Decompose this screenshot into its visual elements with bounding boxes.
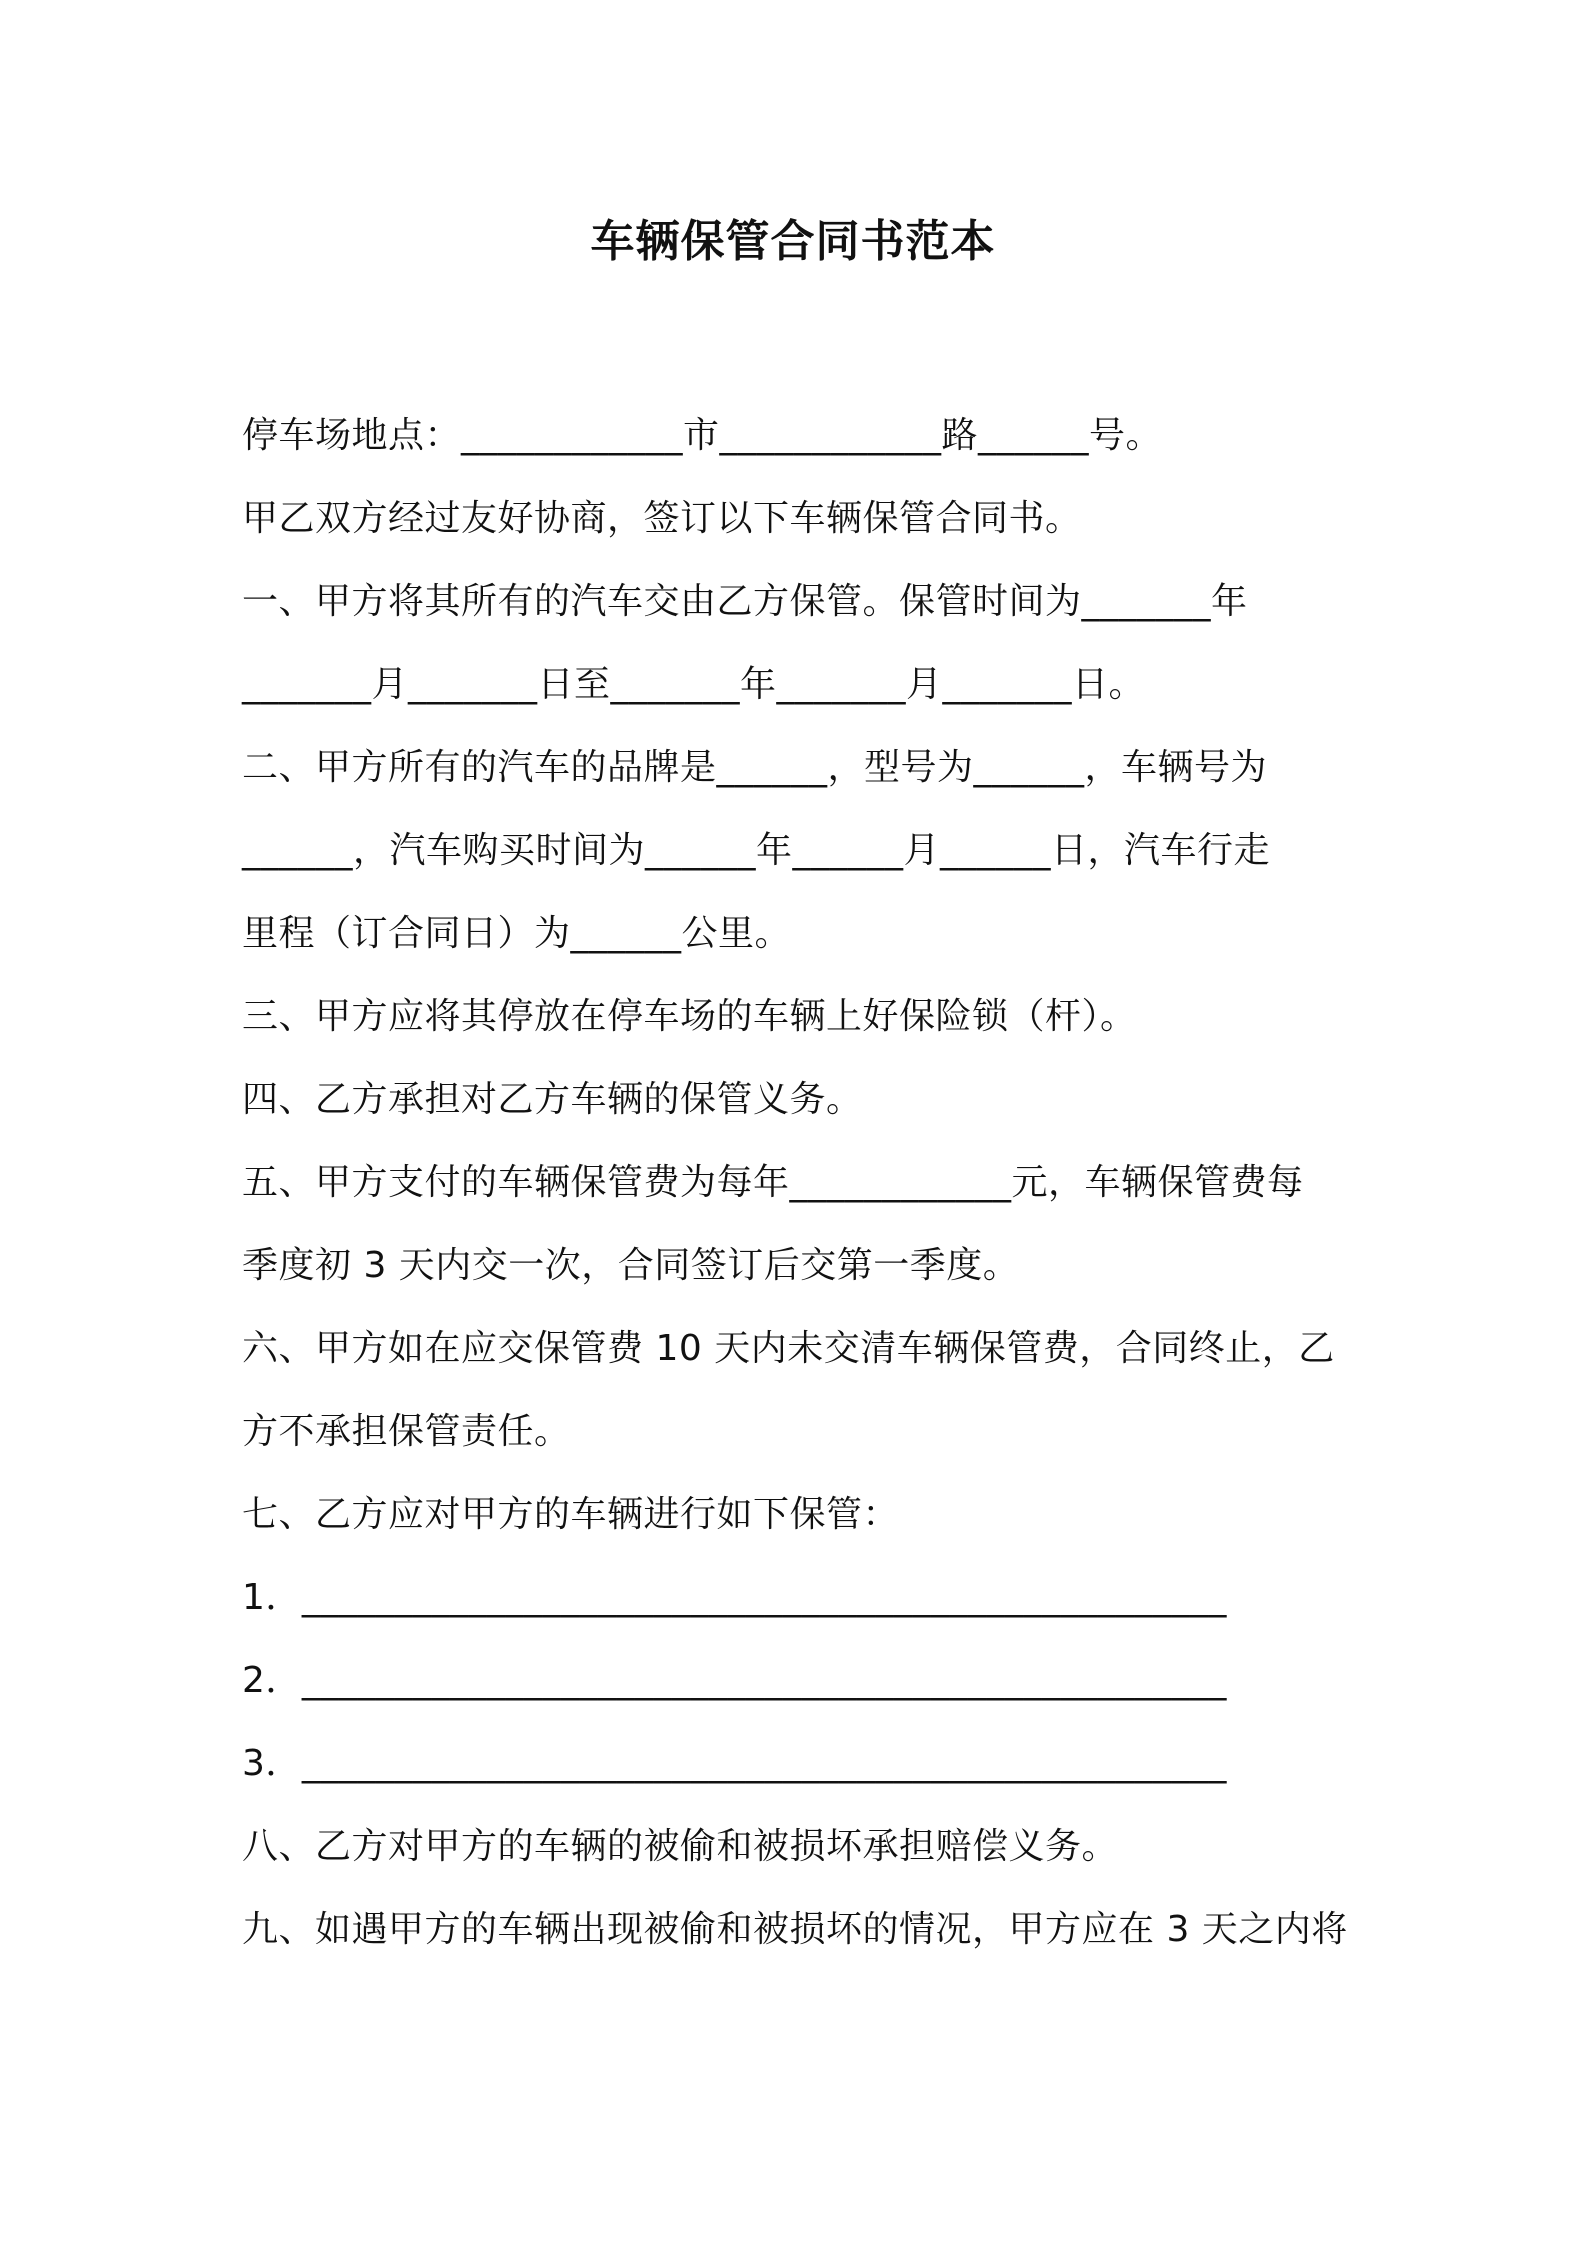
clause-7-item-3: 3．__________________________________________________ xyxy=(242,1743,1227,1784)
clause-9-line-1: 九、如遇甲方的车辆出现被偷和被损坏的情况，甲方应在 3 天之内将 xyxy=(242,1909,1348,1950)
clause-1-line-1: 一、甲方将其所有的汽车交由乙方保管。保管时间为_______年 xyxy=(242,581,1248,622)
clause-2-line-3: 里程（订合同日）为______公里。 xyxy=(242,913,792,954)
clause-5-line-2: 季度初 3 天内交一次，合同签订后交第一季度。 xyxy=(242,1245,1020,1286)
parking-location-line: 停车场地点：____________市____________路______号。 xyxy=(242,415,1163,456)
clause-6-line-1: 六、甲方如在应交保管费 10 天内未交清车辆保管费，合同终止，乙 xyxy=(242,1328,1335,1369)
clause-2-line-1: 二、甲方所有的汽车的品牌是______，型号为______，车辆号为 xyxy=(242,747,1268,788)
document-title: 车辆保管合同书范本 xyxy=(590,216,996,267)
clause-2-line-2: ______，汽车购买时间为______年______月______日，汽车行走 xyxy=(242,830,1271,871)
clause-6-line-2: 方不承担保管责任。 xyxy=(242,1411,571,1452)
clause-5-line-1: 五、甲方支付的车辆保管费为每年____________元，车辆保管费每 xyxy=(242,1162,1304,1203)
clause-7-item-1: 1．__________________________________________________ xyxy=(242,1577,1227,1618)
clause-1-line-2: _______月_______日至_______年_______月_______日。 xyxy=(242,664,1146,705)
clause-3-line: 三、甲方应将其停放在停车场的车辆上好保险锁（杆）。 xyxy=(242,996,1137,1037)
clause-8-line: 八、乙方对甲方的车辆的被偷和被损坏承担赔偿义务。 xyxy=(242,1826,1119,1867)
clause-4-line: 四、乙方承担对乙方车辆的保管义务。 xyxy=(242,1079,863,1120)
agreement-intro-line: 甲乙双方经过友好协商，签订以下车辆保管合同书。 xyxy=(242,498,1082,539)
clause-7-line: 七、乙方应对甲方的车辆进行如下保管： xyxy=(242,1494,900,1535)
clause-7-item-2: 2．__________________________________________________ xyxy=(242,1660,1227,1701)
